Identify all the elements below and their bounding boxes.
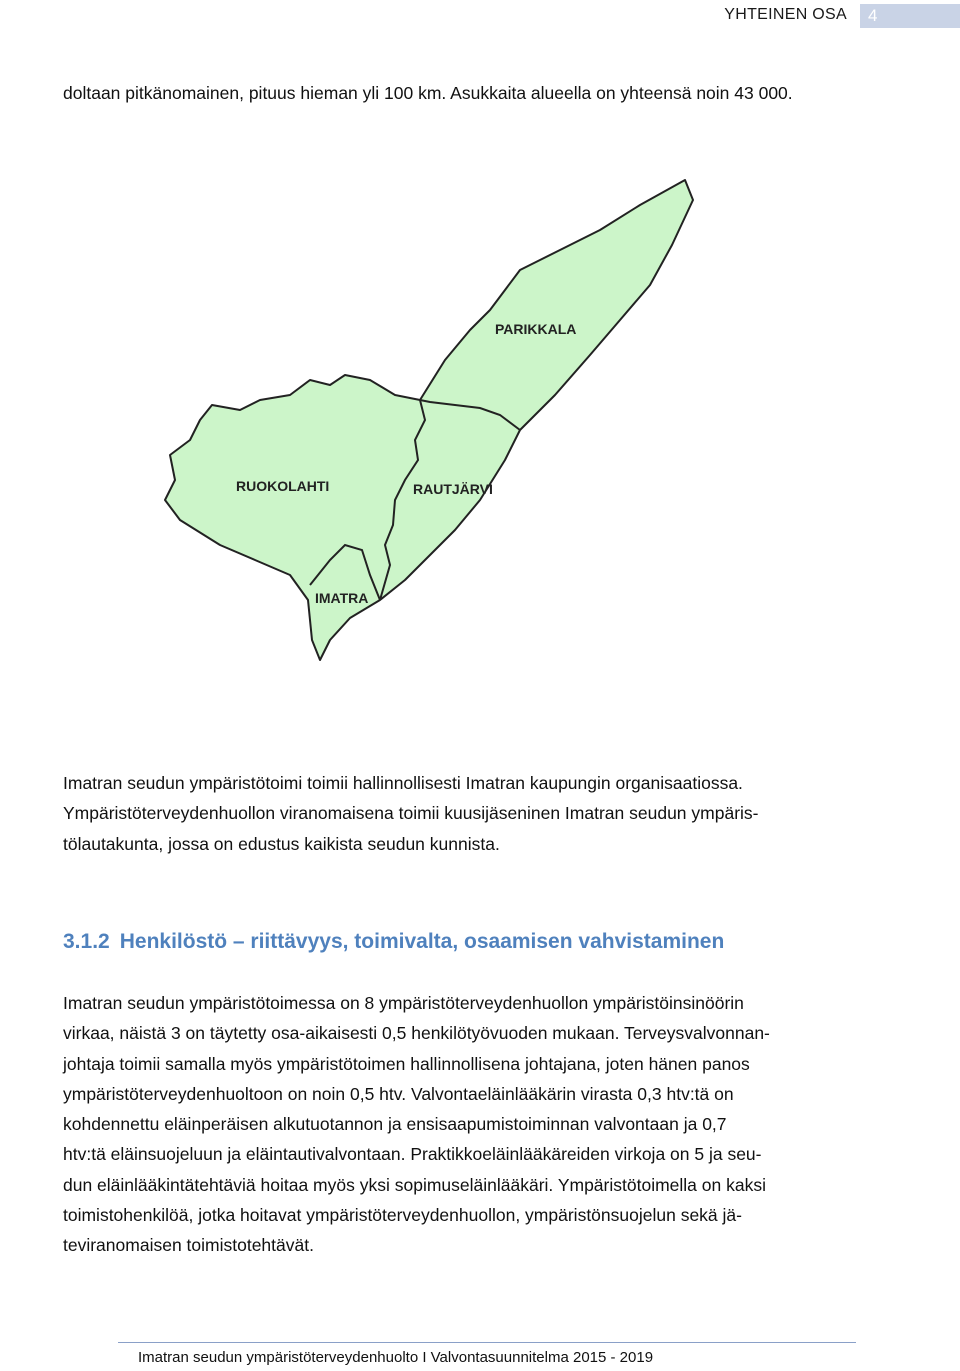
page-number: 4 [868, 6, 878, 25]
section-heading [63, 930, 724, 954]
map-label-parikkala: PARIKKALA [495, 321, 577, 337]
staff-paragraph [63, 988, 863, 1261]
region-outline [165, 180, 693, 660]
paragraph-line: htv:tä eläinsuojeluun ja eläintautivalvontaan. Praktikkoeläinlääkäreiden virkoja on 5 ja seu- [63, 1144, 762, 1165]
paragraph-line: Ympäristöterveydenhuollon viranomaisena toimii kuusijäseninen Imatran seudun ympäris- [63, 803, 759, 824]
map-label-imatra: IMATRA [315, 590, 369, 606]
footer-divider [118, 1342, 856, 1343]
region-map [140, 165, 720, 670]
paragraph-line: dun eläinlääkintätehtäviä hoitaa myös yksi sopimuseläinlääkäri. Ympäristötoimella on kaksi [63, 1174, 766, 1195]
map-label-ruokolahti: RUOKOLAHTI [236, 478, 330, 494]
page-number-box [860, 4, 960, 28]
paragraph-line: Imatran seudun ympäristötoimi toimii hallinnollisesti Imatran kaupungin organisaatiossa. [63, 773, 743, 793]
paragraph-line: ympäristöterveydenhuoltoon on noin 0,5 htv. Valvontaeläinlääkärin virasta 0,3 htv:tä on [63, 1083, 734, 1104]
paragraph-line: virkaa, näistä 3 on täytetty osa-aikaisesti 0,5 henkilötyövuoden mukaan. Terveysvalvonnan- [63, 1023, 770, 1044]
map-label-rautjarvi: RAUTJÄRVI [413, 481, 493, 497]
header-section-label: YHTEINEN OSA [724, 6, 847, 23]
intro-paragraph: doltaan pitkänomainen, pituus hieman yli 100 km. Asukkaita alueella on yhteensä noin 43 000. [63, 83, 793, 103]
footer-text: Imatran seudun ympäristöterveydenhuolto I Valvontasuunnitelma 2015 - 2019 [138, 1349, 654, 1366]
paragraph-line: teviranomaisen toimistotehtävät. [63, 1235, 314, 1256]
organisation-paragraph [63, 768, 863, 859]
paragraph-line: Imatran seudun ympäristötoimessa on 8 ympäristöterveydenhuollon ympäristöinsinöörin [63, 993, 744, 1013]
paragraph-line: kohdennettu eläinperäisen alkutuotannon ja ensisaapumistoiminnan valvontaan ja 0,7 [63, 1114, 727, 1135]
paragraph-line: johtaja toimii samalla myös ympäristötoimen hallinnollisena johtajana, joten hänen panos [63, 1053, 750, 1074]
paragraph-line: tölautakunta, jossa on edustus kaikista seudun kunnista. [63, 833, 500, 854]
paragraph-line: toimistohenkilöä, jotka hoitavat ympäristöterveydenhuollon, ympäristönsuojelun sekä jä- [63, 1205, 742, 1226]
section-title: Henkilöstö – riittävyys, toimivalta, osaamisen vahvistaminen [119, 930, 725, 953]
section-number: 3.1.2 [63, 930, 110, 953]
